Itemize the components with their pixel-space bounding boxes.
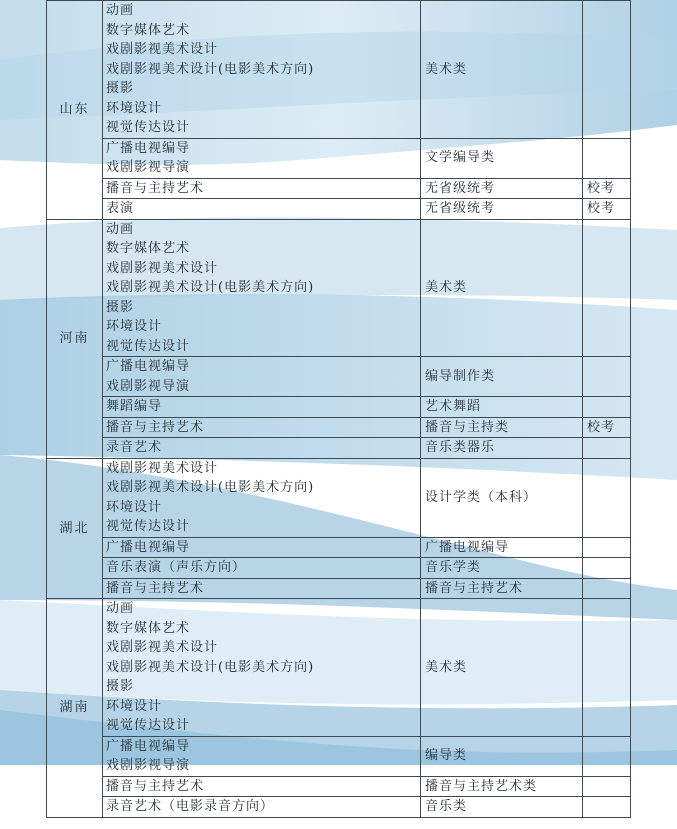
major-name: 数字媒体艺术 — [106, 22, 191, 38]
province-cell: 山东 — [47, 1, 103, 220]
major-name: 戏剧影视美术设计(电影美术方向) — [106, 280, 315, 295]
note-cell — [583, 397, 631, 418]
exam-category-cell: 播音与主持艺术类 — [421, 776, 583, 797]
major-name: 戏剧影视导演 — [106, 378, 191, 394]
major-name: 播音与主持艺术 — [106, 778, 205, 794]
note-cell — [583, 438, 631, 459]
table-body — [47, 1, 631, 818]
major-name: 戏剧影视美术设计 — [106, 460, 219, 476]
major-cell — [103, 537, 421, 558]
note-cell — [583, 138, 631, 178]
table-row — [47, 578, 631, 599]
major-cell — [103, 797, 421, 818]
major-cell — [103, 357, 421, 397]
table-row — [47, 736, 631, 776]
major-cell — [103, 219, 421, 357]
major-name: 视觉传达设计 — [106, 519, 191, 534]
exam-category-cell: 无省级统考 — [421, 178, 583, 199]
major-name: 戏剧影视美术设计(电影美术方向) — [106, 659, 315, 675]
major-cell — [103, 178, 421, 199]
table-row — [47, 797, 631, 818]
table-row — [47, 558, 631, 579]
exam-category-cell: 音乐类 — [421, 797, 583, 818]
major-name: 摄影 — [106, 81, 135, 96]
exam-category-cell: 文学编导类 — [421, 138, 583, 178]
major-name: 动画 — [106, 601, 135, 616]
major-name: 戏剧影视导演 — [106, 160, 191, 175]
major-name: 动画 — [106, 3, 135, 18]
exam-category-cell: 播音与主持类 — [421, 417, 583, 438]
province-cell: 河南 — [47, 219, 103, 458]
note-cell — [583, 219, 631, 357]
province-cell: 湖南 — [47, 599, 103, 818]
note-cell: 校考 — [583, 178, 631, 199]
major-name: 数字媒体艺术 — [106, 241, 191, 256]
major-name: 音乐表演（声乐方向） — [106, 560, 247, 575]
note-cell — [583, 458, 631, 537]
major-name: 环境设计 — [106, 499, 163, 515]
major-name: 视觉传达设计 — [106, 338, 191, 354]
note-cell — [583, 578, 631, 599]
major-name: 戏剧影视导演 — [106, 758, 191, 773]
major-cell — [103, 578, 421, 599]
table-row — [47, 357, 631, 397]
exam-category-cell: 编导制作类 — [421, 357, 583, 397]
note-cell: 校考 — [583, 417, 631, 438]
table-row — [47, 397, 631, 418]
major-cell — [103, 438, 421, 459]
table-row — [47, 138, 631, 178]
major-cell — [103, 138, 421, 178]
major-name: 舞蹈编导 — [106, 399, 163, 414]
table-row — [47, 178, 631, 199]
province-cell: 湖北 — [47, 458, 103, 599]
major-name: 摄影 — [106, 299, 135, 315]
major-name: 环境设计 — [106, 698, 163, 714]
major-name: 戏剧影视美术设计(电影美术方向) — [106, 480, 315, 495]
note-cell — [583, 797, 631, 818]
table-row — [47, 417, 631, 438]
note-cell — [583, 537, 631, 558]
major-cell — [103, 776, 421, 797]
note-cell: 校考 — [583, 199, 631, 220]
table-row — [47, 776, 631, 797]
major-name: 视觉传达设计 — [106, 120, 191, 135]
major-cell — [103, 1, 421, 139]
exam-category-cell: 美术类 — [421, 219, 583, 357]
exam-category-cell: 艺术舞蹈 — [421, 397, 583, 418]
exam-category-cell: 编导类 — [421, 736, 583, 776]
table-row — [47, 458, 631, 537]
art-exam-category-table — [46, 0, 631, 818]
major-cell — [103, 736, 421, 776]
major-name: 广播电视编导 — [106, 140, 191, 156]
major-cell — [103, 599, 421, 737]
table-row — [47, 219, 631, 357]
table-row — [47, 199, 631, 220]
exam-category-cell: 音乐类器乐 — [421, 438, 583, 459]
table-row — [47, 438, 631, 459]
note-cell — [583, 599, 631, 737]
major-cell — [103, 397, 421, 418]
exam-category-cell: 美术类 — [421, 1, 583, 139]
table-row — [47, 537, 631, 558]
major-name: 动画 — [106, 221, 135, 237]
major-name: 戏剧影视美术设计 — [106, 260, 219, 276]
note-cell — [583, 776, 631, 797]
exam-category-cell: 设计学类（本科） — [421, 458, 583, 537]
major-cell — [103, 558, 421, 579]
exam-category-cell: 广播电视编导 — [421, 537, 583, 558]
major-name: 环境设计 — [106, 319, 163, 334]
major-cell — [103, 417, 421, 438]
major-name: 视觉传达设计 — [106, 718, 191, 733]
table-row — [47, 1, 631, 139]
major-name: 录音艺术 — [106, 440, 163, 455]
table-row — [47, 599, 631, 737]
note-cell — [583, 736, 631, 776]
major-name: 广播电视编导 — [106, 738, 191, 754]
major-name: 摄影 — [106, 679, 135, 694]
note-cell — [583, 558, 631, 579]
major-name: 播音与主持艺术 — [106, 419, 205, 435]
major-cell — [103, 458, 421, 537]
exam-category-cell: 播音与主持艺术 — [421, 578, 583, 599]
major-name: 环境设计 — [106, 100, 163, 116]
major-name: 录音艺术（电影录音方向） — [106, 799, 275, 814]
exam-category-cell: 音乐学类 — [421, 558, 583, 579]
major-name: 戏剧影视美术设计 — [106, 42, 219, 57]
exam-category-cell: 无省级统考 — [421, 199, 583, 220]
major-name: 表演 — [106, 201, 135, 216]
major-name: 广播电视编导 — [106, 359, 191, 374]
major-name: 戏剧影视美术设计 — [106, 640, 219, 655]
major-name: 播音与主持艺术 — [106, 580, 205, 596]
major-cell — [103, 199, 421, 220]
major-name: 数字媒体艺术 — [106, 620, 191, 636]
major-name: 戏剧影视美术设计(电影美术方向) — [106, 61, 315, 77]
exam-category-cell: 美术类 — [421, 599, 583, 737]
note-cell — [583, 357, 631, 397]
note-cell — [583, 1, 631, 139]
major-name: 播音与主持艺术 — [106, 180, 205, 196]
major-name: 广播电视编导 — [106, 539, 191, 555]
